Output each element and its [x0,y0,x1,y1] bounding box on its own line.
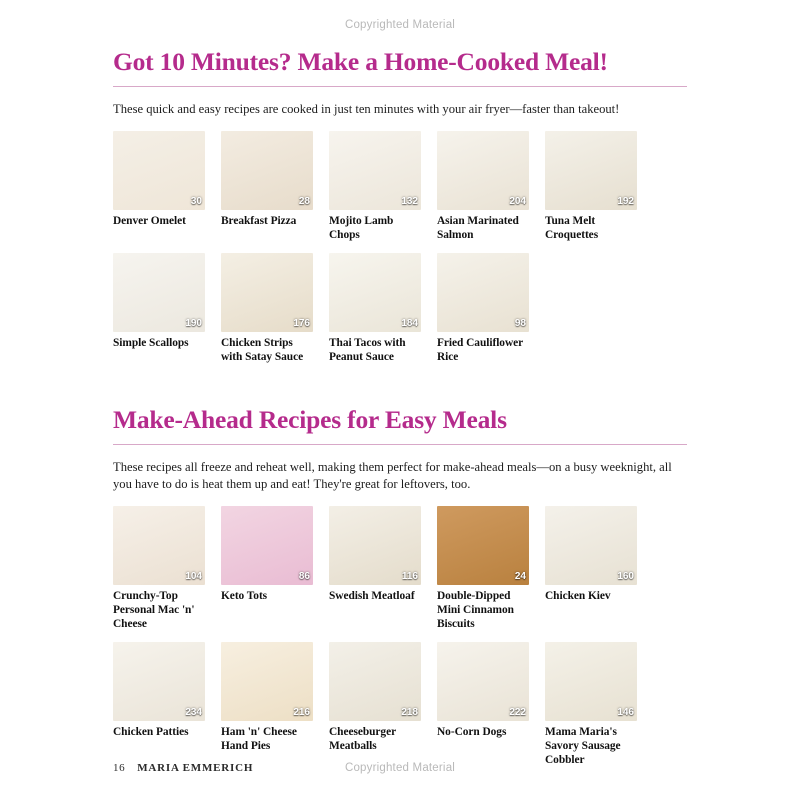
recipe-caption: Swedish Meatloaf [329,590,415,603]
recipe-grid [113,131,687,375]
recipe-caption: Cheeseburger Meatballs [329,725,396,752]
page-number-badge: 222 [509,706,526,718]
recipe-caption: Ham 'n' Cheese Hand Pies [221,725,297,752]
title-divider [113,86,687,87]
recipe-thumbnail[interactable] [437,253,529,332]
recipe-card[interactable] [329,253,421,365]
recipe-thumbnail[interactable] [329,506,421,585]
recipe-caption: No-Corn Dogs [437,725,507,738]
page-number-badge: 146 [617,706,634,718]
recipe-caption: Mama Maria's Savory Sausage Cobbler [545,725,621,766]
recipe-card[interactable] [329,642,421,768]
folio-number: 16 [113,762,126,774]
recipe-card[interactable] [113,642,205,768]
page-number-badge: 132 [401,195,418,207]
recipe-caption: Denver Omelet [113,214,186,227]
section-make-ahead-recipes [113,405,687,778]
recipe-thumbnail[interactable] [437,642,529,721]
recipe-caption: Breakfast Pizza [221,214,297,227]
recipe-card[interactable] [437,131,529,243]
recipe-card[interactable] [221,506,313,632]
recipe-thumbnail[interactable] [437,506,529,585]
recipe-caption: Thai Tacos with Peanut Sauce [329,336,406,363]
author-name: MARIA EMMERICH [137,762,254,774]
section-description: These quick and easy recipes are cooked in just ten minutes with your air fryer—faster than takeout! [113,102,620,116]
recipe-card[interactable] [113,253,205,365]
recipe-caption: Chicken Kiev [545,590,611,603]
page-number-badge: 116 [401,571,418,583]
page-number-badge: 30 [190,195,202,207]
recipe-thumbnail[interactable] [113,131,205,210]
page-number-badge: 176 [293,317,310,329]
recipe-card[interactable] [221,642,313,768]
recipe-card[interactable] [329,506,421,632]
recipe-thumbnail[interactable] [329,642,421,721]
recipe-card[interactable] [221,253,313,365]
title-divider [113,444,687,445]
recipe-caption: Asian Marinated Salmon [437,214,519,241]
recipe-card[interactable] [545,506,637,632]
recipe-thumbnail[interactable] [113,642,205,721]
recipe-thumbnail[interactable] [545,131,637,210]
page-content [0,47,800,778]
recipe-thumbnail[interactable] [221,642,313,721]
page-number-badge: 204 [509,195,526,207]
recipe-caption: Chicken Strips with Satay Sauce [221,336,304,363]
page-number-badge: 192 [617,195,634,207]
page-number-badge: 218 [401,706,418,718]
recipe-caption: Chicken Patties [113,725,189,738]
recipe-thumbnail[interactable] [221,506,313,585]
section-title: Got 10 Minutes? Make a Home-Cooked Meal! [113,47,608,76]
page-number-badge: 190 [185,317,202,329]
recipe-thumbnail[interactable] [221,131,313,210]
recipe-thumbnail[interactable] [113,253,205,332]
page-number-badge: 28 [298,195,310,207]
watermark-bottom: Copyrighted Material [344,762,456,774]
recipe-card[interactable] [437,642,529,768]
recipe-card[interactable] [437,253,529,365]
recipe-caption: Tuna Melt Croquettes [545,214,599,241]
recipe-card[interactable] [113,131,205,243]
page-number-badge: 24 [514,571,526,583]
recipe-caption: Mojito Lamb Chops [329,214,394,241]
page-number-badge: 98 [514,317,526,329]
section-title: Make-Ahead Recipes for Easy Meals [113,404,507,434]
recipe-thumbnail[interactable] [329,253,421,332]
page-number-badge: 184 [401,317,418,329]
recipe-thumbnail[interactable] [545,506,637,585]
recipe-caption: Simple Scallops [113,336,189,349]
recipe-card[interactable] [113,506,205,632]
recipe-card[interactable] [437,506,529,632]
recipe-card[interactable] [545,642,637,768]
recipe-thumbnail[interactable] [329,131,421,210]
recipe-thumbnail[interactable] [545,642,637,721]
recipe-thumbnail[interactable] [437,131,529,210]
page-number-badge: 234 [185,706,202,718]
page-number-badge: 216 [293,706,310,718]
page-number-badge: 160 [617,571,634,583]
recipe-caption: Keto Tots [221,590,268,603]
recipe-thumbnail[interactable] [221,253,313,332]
recipe-caption: Fried Cauliflower Rice [437,336,523,363]
section-quick-recipes [113,47,687,375]
recipe-caption: Crunchy-Top Personal Mac 'n' Cheese [113,590,195,631]
recipe-caption: Double-Dipped Mini Cinnamon Biscuits [437,590,514,631]
recipe-grid [113,506,687,777]
page-number-badge: 104 [185,571,202,583]
page-number-badge: 86 [298,571,310,583]
recipe-card[interactable] [221,131,313,243]
recipe-card[interactable] [545,131,637,243]
section-description: These recipes all freeze and reheat well, making them perfect for make-ahead meals—on a busy weeknight, all you have to do is heat them up and eat! They're great for leftovers, too. [113,459,672,492]
recipe-thumbnail[interactable] [113,506,205,585]
watermark-top: Copyrighted Material [344,19,456,31]
recipe-card[interactable] [329,131,421,243]
